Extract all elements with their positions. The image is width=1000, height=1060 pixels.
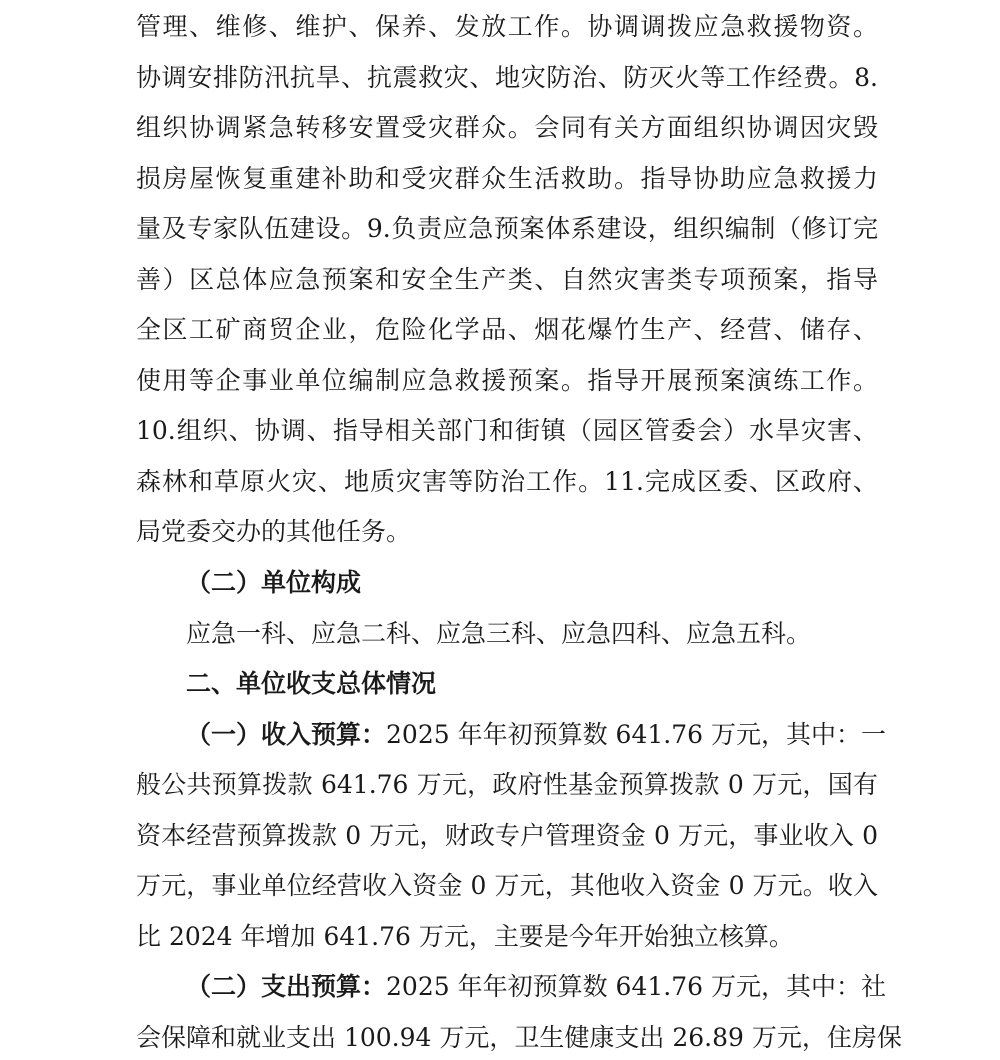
body-text-line: 组织协调紧急转移安置受灾群众。会同有关方面组织协调因灾毁 — [136, 113, 878, 142]
body-text-line: 局党委交办的其他任务。 — [136, 517, 412, 546]
income-first-line — [186, 720, 886, 750]
body-text-line: 森林和草原火灾、地质灾害等防治工作。11.完成区委、区政府、 — [136, 467, 878, 496]
unit-composition-heading: （二）单位构成 — [186, 568, 362, 597]
unit-composition-content: 应急一科、应急二科、应急三科、应急四科、应急五科。 — [186, 619, 812, 648]
body-text-line: 协调安排防汛抗旱、抗震救灾、地灾防治、防灭火等工作经费。8. — [136, 63, 878, 92]
body-text-line: 全区工矿商贸企业，危险化学品、烟花爆竹生产、经营、储存、 — [136, 315, 878, 344]
body-text-line: 10.组织、协调、指导相关部门和街镇（园区管委会）水旱灾害、 — [136, 416, 878, 445]
income-line: 资本经营预算拨款 0 万元，财政专户管理资金 0 万元，事业收入 0 — [136, 821, 878, 850]
body-text-line: 量及专家队伍建设。9.负责应急预案体系建设，组织编制（修订完 — [136, 214, 878, 243]
expenditure-first-line-text: 2025 年年初预算数 641.76 万元，其中：社 — [386, 972, 886, 1001]
body-text-line: 善）区总体应急预案和安全生产类、自然灾害类专项预案，指导 — [136, 265, 878, 294]
body-text-line: 使用等企事业单位编制应急救援预案。指导开展预案演练工作。 — [136, 366, 878, 395]
income-line: 比 2024 年增加 641.76 万元，主要是今年开始独立核算。 — [136, 922, 794, 951]
body-text-line: 管理、维修、维护、保养、发放工作。协调调拨应急救援物资。 — [136, 12, 878, 41]
income-line: 万元，事业单位经营收入资金 0 万元，其他收入资金 0 万元。收入 — [136, 871, 878, 900]
section-heading: 二、单位收支总体情况 — [186, 669, 437, 698]
income-label: （一）收入预算： — [186, 720, 387, 749]
income-first-line-text: 2025 年年初预算数 641.76 万元，其中：一 — [386, 720, 886, 749]
expenditure-line: 会保障和就业支出 100.94 万元，卫生健康支出 26.89 万元，住房保 — [136, 1023, 902, 1052]
body-text-line: 损房屋恢复重建补助和受灾群众生活救助。指导协助应急救援力 — [136, 164, 878, 193]
expenditure-label: （二）支出预算： — [186, 972, 387, 1001]
income-line: 般公共预算拨款 641.76 万元，政府性基金预算拨款 0 万元，国有 — [136, 770, 878, 799]
expenditure-first-line — [186, 972, 886, 1002]
